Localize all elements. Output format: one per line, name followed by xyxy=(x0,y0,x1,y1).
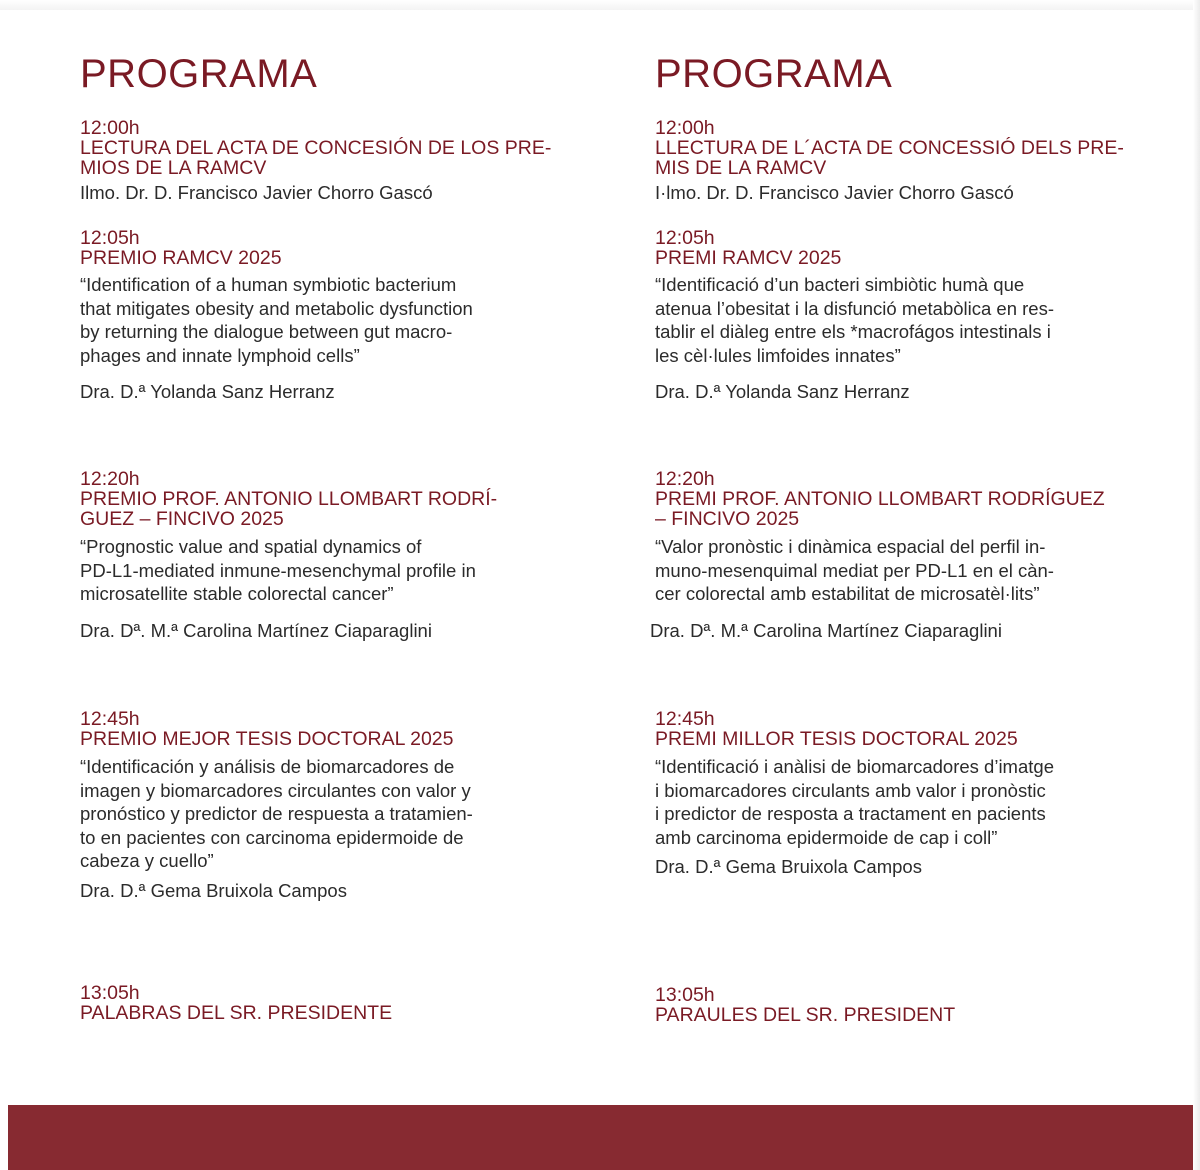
item-time: 12:20h xyxy=(655,468,715,490)
item-heading: LECTURA DEL ACTA DE CONCESIÓN DE LOS PRE- MIOS DE LA RAMCV xyxy=(80,137,552,179)
item-heading: PREMIO MEJOR TESIS DOCTORAL 2025 xyxy=(80,728,454,750)
footer-band xyxy=(8,1105,1193,1170)
item-quote: “Prognostic value and spatial dynamics of PD-L1-mediated inmune-mesenchymal profile in microsatellite stable colorectal cancer” xyxy=(80,536,476,604)
item-quote: “Identificación y análisis de biomarcadores de imagen y biomarcadores circulantes con valor y pronóstico y predictor de respuesta a tratamien- to en pacientes con carcinoma epidermoide de cabeza y cuello” xyxy=(80,756,473,871)
item-person: Dra. Dª. M.ª Carolina Martínez Ciaparaglini xyxy=(650,619,1002,641)
page-edge-shadow xyxy=(1193,0,1200,1170)
agenda-item xyxy=(80,118,640,204)
item-person: Dra. Dª. M.ª Carolina Martínez Ciaparaglini xyxy=(80,619,432,641)
item-quote: “Identification of a human symbiotic bacterium that mitigates obesity and metabolic dysfunction by returning the dialogue between gut macro- phages and innate lymphoid cells” xyxy=(80,274,473,366)
item-person: Dra. D.ª Yolanda Sanz Herranz xyxy=(655,381,910,402)
agenda-item xyxy=(80,469,640,642)
item-time: 13:05h xyxy=(655,984,715,1006)
item-time: 12:45h xyxy=(655,708,715,730)
item-heading: PREMI PROF. ANTONIO LLOMBART RODRÍGUEZ – FINCIVO 2025 xyxy=(655,488,1105,530)
item-time: 12:45h xyxy=(80,708,140,730)
item-time: 12:00h xyxy=(80,117,140,139)
item-person: I·lmo. Dr. D. Francisco Javier Chorro Gascó xyxy=(655,182,1014,203)
programa-title: PROGRAMA xyxy=(80,52,318,96)
agenda-item xyxy=(650,468,1200,642)
item-heading: PALABRAS DEL SR. PRESIDENTE xyxy=(80,1002,393,1024)
item-person: Dra. D.ª Yolanda Sanz Herranz xyxy=(80,381,335,402)
item-heading: PREMIO RAMCV 2025 xyxy=(80,247,282,269)
agenda-item xyxy=(80,709,640,902)
item-quote: “Identificació i anàlisi de biomarcadores d’imatge i biomarcadores circulants amb valor i pronòstic i predictor de resposta a tractament en pacients amb carcinoma epidermoide de cap i coll” xyxy=(655,756,1054,848)
agenda-item xyxy=(655,118,1200,204)
agenda-item xyxy=(655,985,1200,1025)
item-heading: PREMI MILLOR TESIS DOCTORAL 2025 xyxy=(655,728,1018,750)
item-quote: “Valor pronòstic i dinàmica espacial del perfil in- muno-mesenquimal mediat per PD-L1 en el càn- cer colorectal amb estabilitat de microsatèl·lits” xyxy=(655,536,1054,604)
item-time: 12:00h xyxy=(655,117,715,139)
item-heading: PARAULES DEL SR. PRESIDENT xyxy=(655,1004,956,1026)
item-person: Dra. D.ª Gema Bruixola Campos xyxy=(80,879,347,901)
programa-column-va xyxy=(650,0,1200,1100)
item-person: Dra. D.ª Gema Bruixola Campos xyxy=(655,856,922,877)
item-time: 12:05h xyxy=(655,227,715,249)
programa-column-es xyxy=(80,0,640,1100)
agenda-item xyxy=(80,983,640,1023)
item-time: 12:20h xyxy=(80,468,140,490)
agenda-item xyxy=(655,228,1200,403)
agenda-item xyxy=(80,228,640,403)
item-quote: “Identificació d’un bacteri simbiòtic humà que atenua l’obesitat i la disfunció metabòlica en res- tablir el diàleg entre els *macrofágos intestinals i les cèl·lules limfoides innates” xyxy=(655,274,1055,366)
agenda-item xyxy=(655,709,1200,878)
item-heading: PREMI RAMCV 2025 xyxy=(655,247,842,269)
item-heading: PREMIO PROF. ANTONIO LLOMBART RODRÍ- GUEZ – FINCIVO 2025 xyxy=(80,488,498,530)
item-heading: LLECTURA DE L´ACTA DE CONCESSIÓ DELS PRE- MIS DE LA RAMCV xyxy=(655,137,1124,179)
item-person: Ilmo. Dr. D. Francisco Javier Chorro Gascó xyxy=(80,182,433,203)
item-time: 12:05h xyxy=(80,227,140,249)
item-time: 13:05h xyxy=(80,982,140,1004)
programa-title: PROGRAMA xyxy=(655,52,893,96)
